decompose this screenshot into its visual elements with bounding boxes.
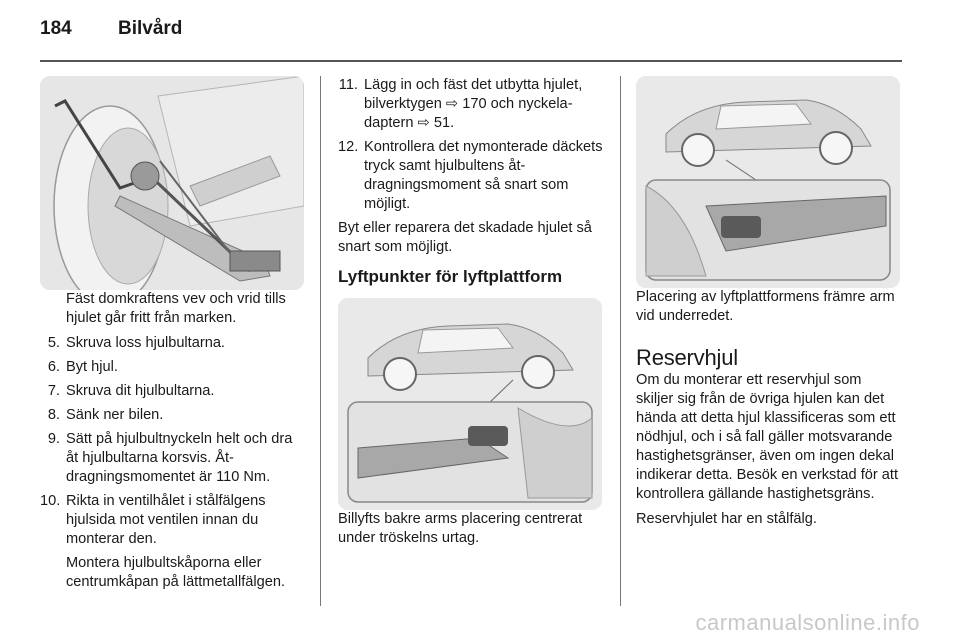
spare-wheel-heading: Reservhjul — [636, 345, 738, 370]
list-item — [40, 358, 304, 377]
rear-lift-illustration-image — [338, 298, 602, 510]
steps-list-1 — [40, 334, 304, 592]
list-item — [40, 430, 304, 487]
column-3 — [636, 76, 902, 535]
step-text: Rikta in ventilhålet i stålfälgens hjulsida mot ventilen innan du monterar den. — [66, 493, 266, 547]
step-text: Sätt på hjulbultnyckeln helt och dra åt hjulbultarna korsvis. Åtdragningsmomentet är 110 Nm. — [66, 431, 293, 485]
jack-figure-caption: Fäst domkraftens vev och vrid tills hjulet går fritt från marken. — [66, 291, 286, 326]
step-text: Skruva loss hjulbultarna. — [66, 335, 225, 351]
page-number: 184 — [40, 18, 72, 39]
step-text: Lägg in och fäst det utbytta hjulet, bilverktygen ⇨ 170 och nyckeladaptern ⇨ 51. — [364, 77, 583, 131]
column-divider-2 — [620, 76, 621, 606]
rear-lift-illustration — [338, 298, 602, 510]
column-1 — [40, 76, 304, 597]
step-subtext: Montera hjulbultskåporna eller centrumkåpan på lättmetallfälgen. — [66, 555, 286, 590]
header-rule — [40, 60, 902, 62]
step-text: Kontrollera det nymonterade däckets tryck samt hjulbultens åtdragningsmoment så snart som möjligt. — [364, 139, 603, 212]
front-lift-illustration — [636, 76, 900, 288]
lift-points-heading: Lyftpunkter för lyftplattform — [338, 267, 563, 286]
column-2 — [338, 76, 604, 554]
steps-list-2 — [338, 76, 604, 214]
rear-lift-caption: Billyfts bakre arms placering centrerat under tröskelns urtag. — [338, 511, 583, 546]
step-text: Sänk ner bilen. — [66, 407, 164, 423]
watermark: carmanualsonline.info — [695, 610, 920, 635]
step-number: 10. — [40, 493, 61, 509]
repair-paragraph: Byt eller reparera det skadade hjulet så snart som möjligt. — [338, 220, 592, 255]
column-divider-1 — [320, 76, 321, 606]
list-item — [338, 76, 604, 133]
front-lift-caption: Placering av lyftplattformens främre arm vid underredet. — [636, 289, 895, 324]
jack-illustration-image — [40, 76, 304, 290]
list-item — [338, 138, 604, 214]
step-number: 7. — [47, 383, 60, 399]
list-item — [40, 382, 304, 401]
step-number: 6. — [47, 359, 60, 375]
step-number: 12. — [338, 139, 359, 155]
section-title: Bilvård — [118, 18, 183, 39]
spare-wheel-paragraph: Om du monterar ett reservhjul som skiljer sig från de övriga hjulen kan det hända att detta hjul klassificeras som ett nödhjul, och i så fall gäller motsvarande hastighetsgränser, även om ingen dekal indikerar detta. Besök en verkstad för att kontrollera gällande hastighetsgräns. — [636, 372, 899, 502]
step-number: 9. — [47, 431, 60, 447]
front-lift-illustration-image — [636, 76, 900, 288]
step-number: 8. — [47, 407, 60, 423]
list-item — [40, 406, 304, 425]
step-text: Byt hjul. — [66, 359, 118, 375]
step-text: Skruva dit hjulbultarna. — [66, 383, 215, 399]
jack-illustration — [40, 76, 304, 290]
list-item — [40, 334, 304, 353]
step-number: 5. — [47, 335, 60, 351]
steel-rim-paragraph: Reservhjulet har en stålfälg. — [636, 511, 817, 527]
step-number: 11. — [338, 77, 358, 93]
list-item — [40, 492, 304, 592]
